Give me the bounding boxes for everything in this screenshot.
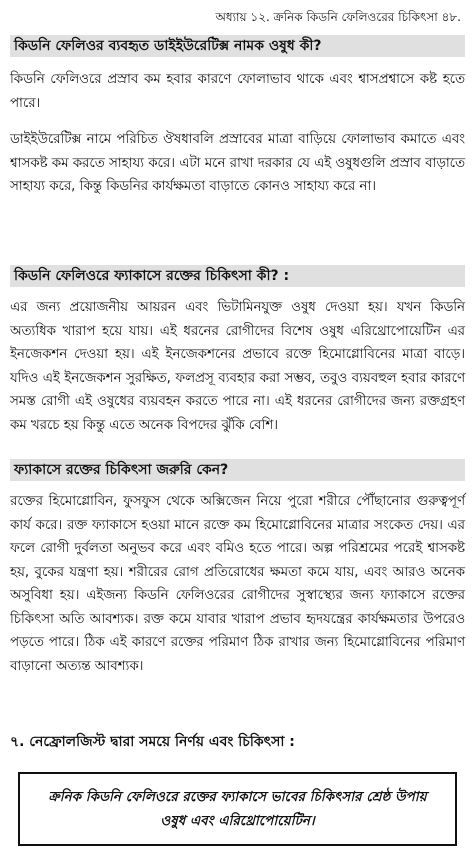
section-heading-anemia-treatment: কিডনি ফেলিওরে ফ্যাকাসে রক্তের চিকিৎসা কী? : bbox=[10, 265, 465, 287]
callout-box bbox=[18, 772, 457, 846]
callout-text: ক্রনিক কিডনি ফেলিওরে রক্তের ফ্যাকাসে ভাবের চিকিৎসার শ্রেষ্ঠ উপায় ওষুধ এবং এরিথ্রোপোয়েটিন। bbox=[48, 789, 427, 829]
point-7-heading: ৭. নেফ্রোলজিস্ট দ্বারা সময়ে নির্ণয় এবং চিকিৎসা : bbox=[10, 734, 295, 750]
paragraph-why-treat-anemia: রক্তের হিমোগ্লোবিন, ফুসফুস থেকে অক্সিজেন নিয়ে পুরো শরীরে পৌঁছানোর গুরুত্বপূর্ণ কার্য করে। রক্ত ফ্যাকাসে হওয়া মানে রক্তে কম হিমোগ্লোবিনের মাত্রার সংকেত দেয়। এর ফলে রোগী দুর্বলতা অনুভব করে এবং বমিও হতে পারে। অল্প পরিশ্রমের পরেই শ্বাসকষ্ট হয়, বুকের যন্ত্রণা হয়। শরীরের রোগ প্রতিরোধের ক্ষমতা কমে যায়, এবং আরও অনেক অসুবিধা হয়। এইজন্য কিডনি ফেলিওরের রোগীদের সুস্বাস্থ্যের জন্য ফ্যাকাসে রক্তের চিকিৎসা অতি আবশ্যক। রক্ত কমে যাবার খারাপ প্রভাব হৃদযন্ত্রের কার্যক্ষমতার উপরেও পড়তে পারে। ঠিক এই কারণে রক্তের পরিমাণ ঠিক রাখার জন্য হিমোগ্লোবিনের পরিমাণ বাড়ানো অত্যন্ত আবশ্যক। bbox=[10, 494, 465, 674]
running-header: অধ্যায় ১২. ক্রনিক কিডনি ফেলিওরের চিকিৎসা ৪৮. bbox=[215, 10, 461, 24]
section-heading-why-treat-anemia: ফ্যাকাসে রক্তের চিকিৎসা জরুরি কেন? bbox=[10, 459, 465, 481]
paragraph-diuretics-2: ডাইইউরেটিক্স নামে পরিচিত ঔষধাবলি প্রস্রাবের মাত্রা বাড়িয়ে ফোলাভাব কমাতে এবং শ্বাসকষ্ট কম করতে সাহায্য করে। এটা মনে রাখা দরকার যে এই ওষুধগুলি প্রস্রাব বাড়াতে সাহায্য করে, কিন্তু কিডনির কার্যক্ষমতা বাড়াতে কোনও সাহায্য করে না। bbox=[10, 132, 465, 194]
paragraph-anemia-treatment: এর জন্য প্রয়োজনীয় আয়রন এবং ভিটামিনযুক্ত ওষুধ দেওয়া হয়। যখন কিডনি অত্যধিক খারাপ হয়ে যায়। এই ধরনের রোগীদের বিশেষ ওষুধ এরিথ্রোপোয়েটিন এর ইনজেকশন দেওয়া হয়। এই ইনজেকশনের প্রভাবে রক্তে হিমোগ্লোবিনের মাত্রা বাড়ে। যদিও এই ইনজেকশন সুরক্ষিত, ফলপ্রসূ ব্যবহার করা সম্ভব, তবুও ব্যয়বহুল হবার কারণে সমস্ত রোগী এই ওষুধের ব্যয়বহন করতে পারে না। এই ধরনের রোগীদের জন্য রক্তগ্রহণ কম খরচে হয় কিন্তু এতে অনেক বিপদের ঝুঁকি বেশি। bbox=[10, 300, 465, 433]
book-page bbox=[8, 0, 467, 857]
paragraph-diuretics-1: কিডনি ফেলিওরে প্রস্রাব কম হবার কারণে ফোলাভাব থাকে এবং শ্বাসপ্রশ্বাসে কষ্ট হতে পারে। bbox=[10, 72, 465, 111]
section-heading-diuretics: কিডনি ফেলিওর ব্যবহৃত ডাইইউরেটিক্স নামক ওষুধ কী? bbox=[10, 35, 465, 57]
